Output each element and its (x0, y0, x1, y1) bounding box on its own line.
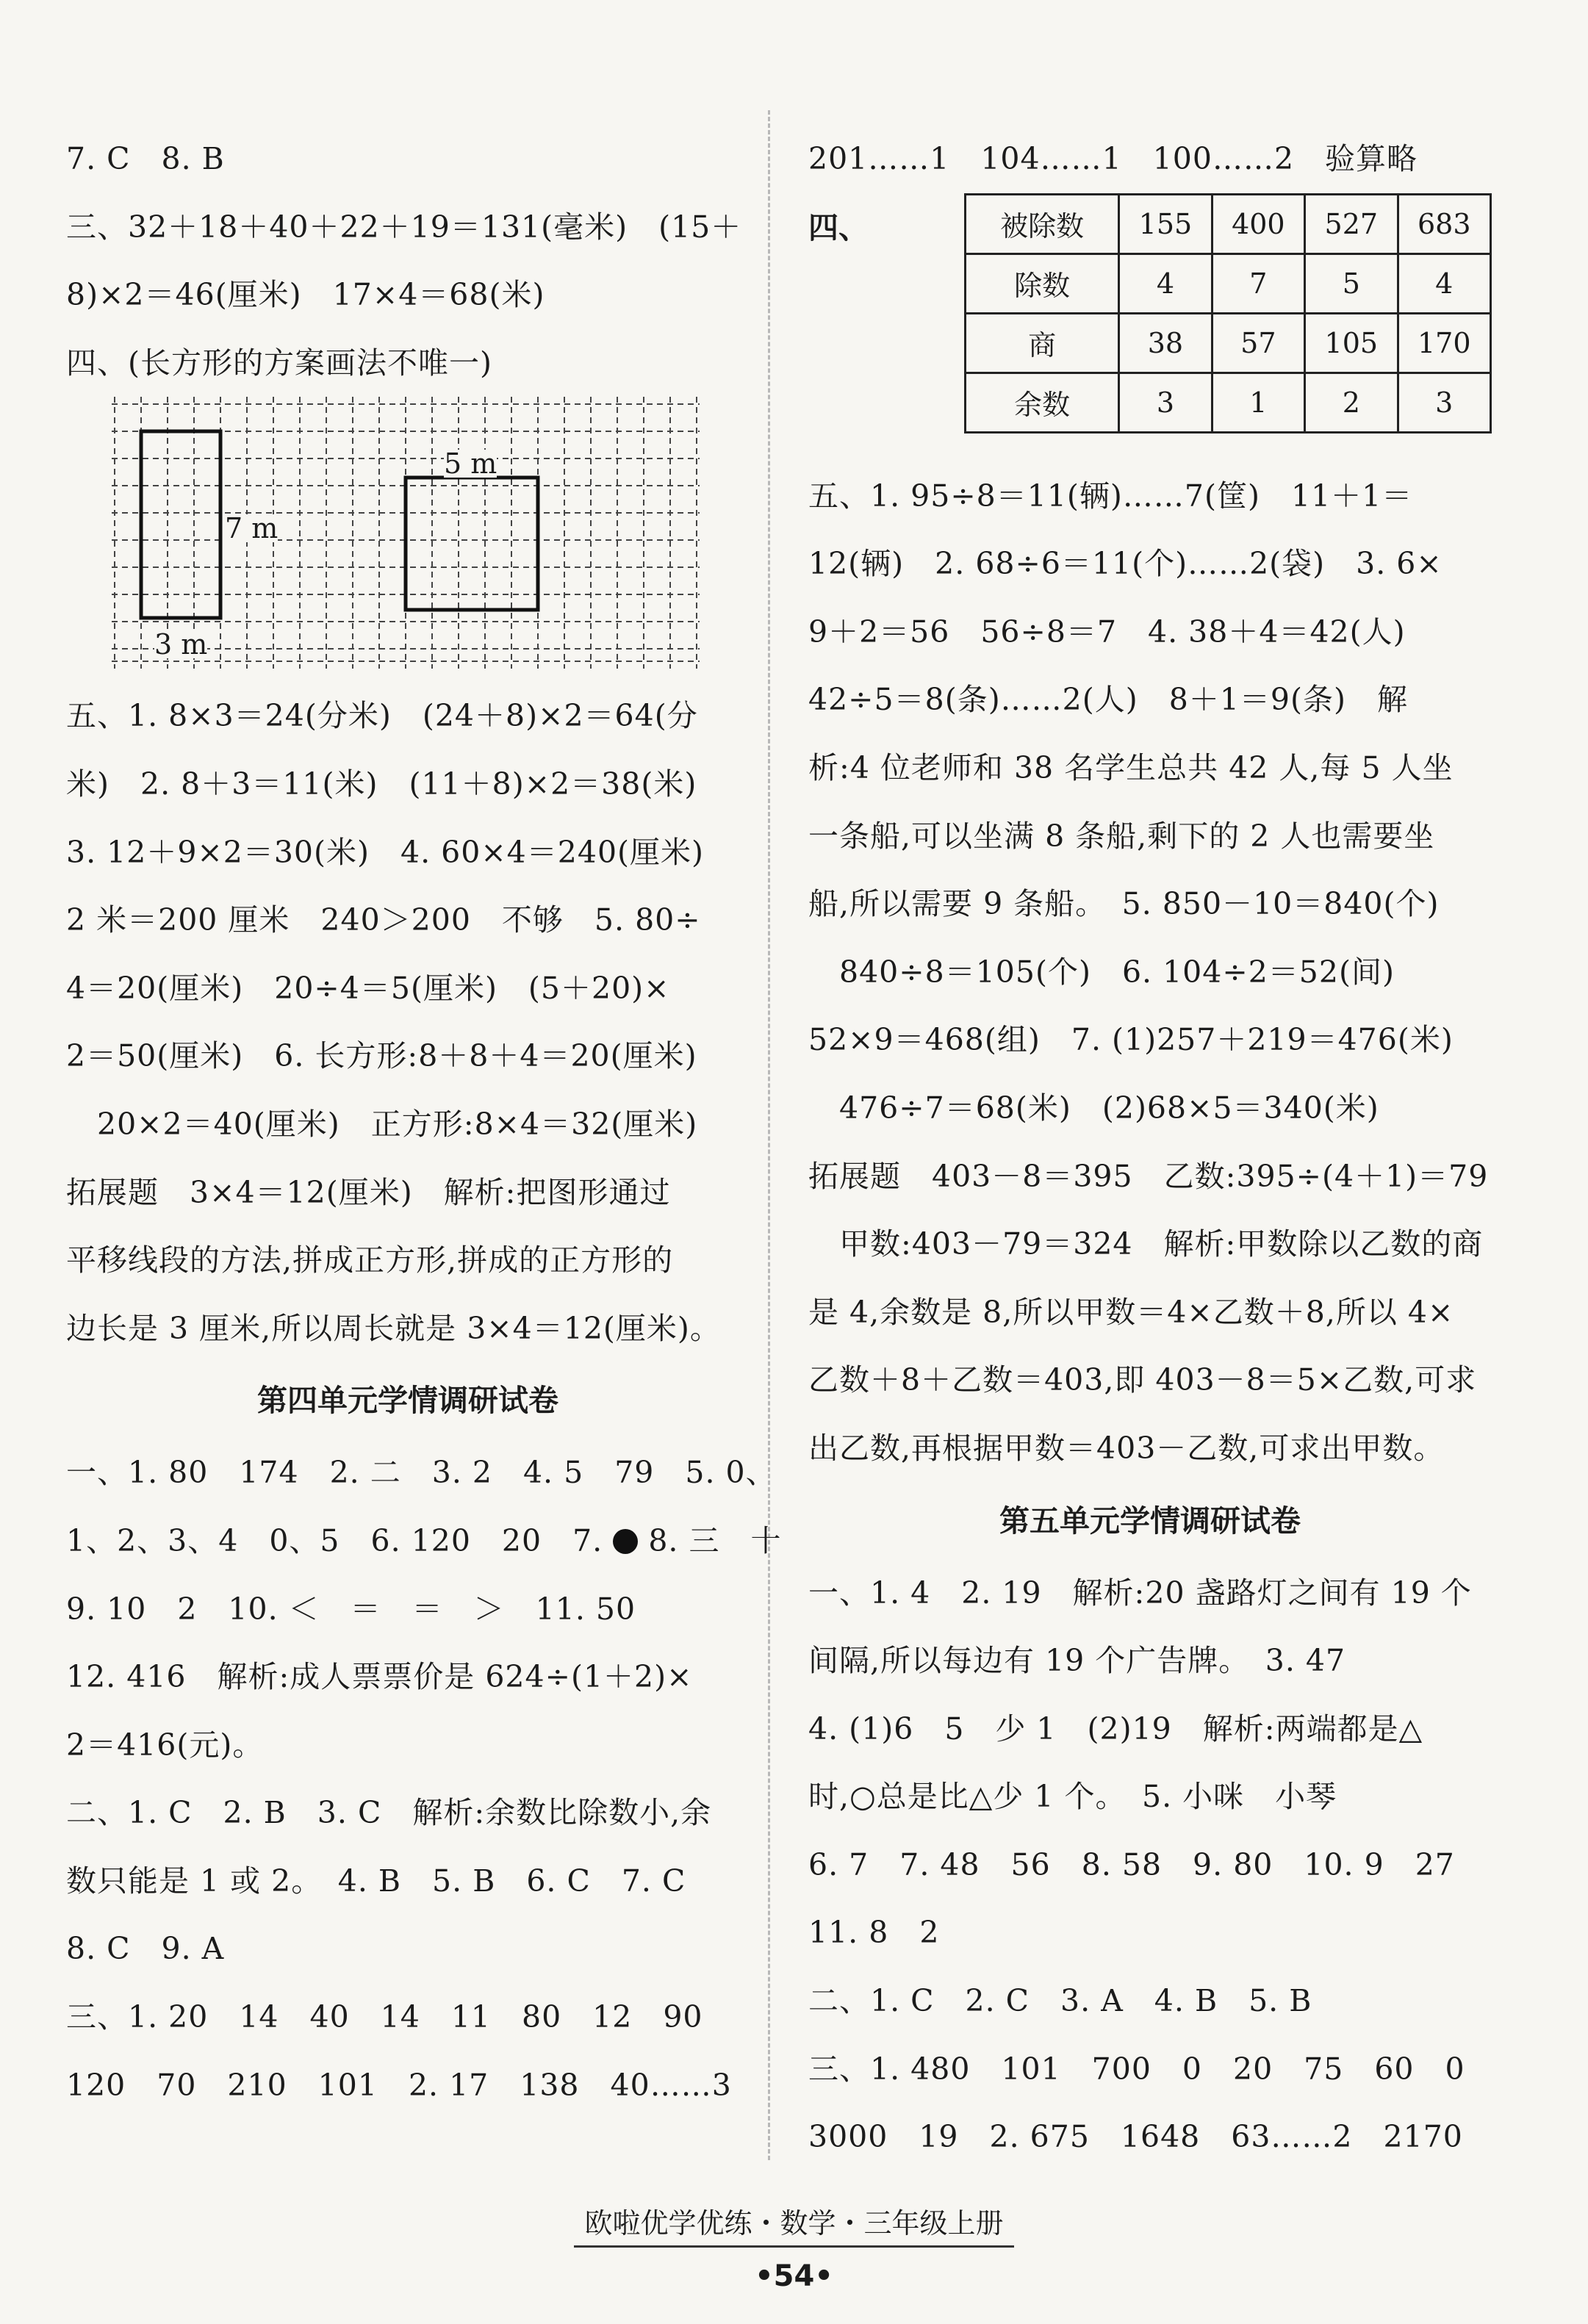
table-cell: 4 (1398, 253, 1491, 313)
answer-line: 4. (1)6 5 少 1 (2)19 解析:两端都是△ (808, 1710, 1423, 1746)
answer-line: 12(辆) 2. 68÷6＝11(个)……2(袋) 3. 6× (808, 546, 1443, 582)
answer-line: 12. 416 解析:成人票票价是 624÷(1＋2)× (66, 1659, 693, 1695)
answer-line: 三、32＋18＋40＋22＋19＝131(毫米) (15＋ (66, 209, 742, 245)
answer-line: 8)×2＝46(厘米) 17×4＝68(米) (66, 277, 545, 313)
table-cell: 商 (966, 313, 1119, 373)
table-cell: 3 (1398, 373, 1491, 432)
section-title: 第五单元学情调研试卷 (999, 1503, 1301, 1539)
answer-line: 四、(长方形的方案画法不唯一) (66, 345, 492, 381)
answer-line: 米) 2. 8＋3＝11(米) (11＋8)×2＝38(米) (66, 766, 697, 802)
table-row (966, 313, 1491, 373)
black-circle-icon (613, 1529, 638, 1554)
answer-line: 一、1. 4 2. 19 解析:20 盏路灯之间有 19 个 (808, 1575, 1472, 1611)
answer-line: 二、1. C 2. C 3. A 4. B 5. B (808, 1983, 1312, 2019)
answer-line: 乙数＋8＋乙数＝403,即 403－8＝5×乙数,可求 (808, 1362, 1477, 1398)
answer-line: 出乙数,再根据甲数＝403－乙数,可求出甲数。 (808, 1430, 1445, 1466)
table-cell: 400 (1212, 194, 1304, 253)
answer-text: 1、2、3、4 0、5 6. 120 20 7. (66, 1522, 603, 1558)
answer-line: 拓展题 403－8＝395 乙数:395÷(4＋1)＝79 (808, 1158, 1489, 1194)
right-column (808, 125, 1492, 2171)
answer-line: 2 米＝200 厘米 240＞200 不够 5. 80÷ (66, 902, 701, 938)
book-title: 欧啦优学优练・数学・三年级上册 (574, 2201, 1013, 2248)
table-label: 四、 (808, 209, 869, 245)
answer-line: 平移线段的方法,拼成正方形,拼成的正方形的 (66, 1242, 674, 1278)
table-cell: 7 (1212, 253, 1304, 313)
answer-line: 五、1. 8×3＝24(分米) (24＋8)×2＝64(分 (66, 698, 698, 734)
answer-line: 二、1. C 2. B 3. C 解析:余数比除数小,余 (66, 1795, 712, 1831)
answer-text: 8. 三 十 (648, 1522, 782, 1558)
table-cell: 1 (1212, 373, 1304, 432)
answer-line: 数只能是 1 或 2。 4. B 5. B 6. C 7. C (66, 1863, 686, 1899)
answer-line: 20×2＝40(厘米) 正方形:8×4＝32(厘米) (66, 1106, 698, 1142)
answer-line: 3000 19 2. 675 1648 63……2 2170 (808, 2119, 1463, 2155)
answer-line: 间隔,所以每边有 19 个广告牌。 3. 47 (808, 1643, 1346, 1679)
answer-line: 9. 10 2 10. ＜ ＝ ＝ ＞ 11. 50 (66, 1591, 636, 1627)
answer-line: 三、1. 480 101 700 0 20 75 60 0 (808, 2051, 1465, 2087)
answer-line: 2＝416(元)。 (66, 1727, 264, 1763)
table-cell: 5 (1305, 253, 1398, 313)
answer-line (66, 1507, 782, 1575)
grid-figure (112, 397, 700, 669)
answer-line: 52×9＝468(组) 7. (1)257＋219＝476(米) (808, 1022, 1454, 1058)
left-column (66, 125, 782, 2119)
square-shape (406, 478, 538, 610)
answer-line: 时,○总是比△少 1 个。 5. 小咪 小琴 (808, 1779, 1337, 1815)
table-cell: 683 (1398, 194, 1491, 253)
answer-line: 一条船,可以坐满 8 条船,剩下的 2 人也需要坐 (808, 818, 1435, 854)
table-cell: 除数 (966, 253, 1119, 313)
table-cell: 4 (1119, 253, 1212, 313)
answer-line: 3. 12＋9×2＝30(米) 4. 60×4＝240(厘米) (66, 834, 705, 870)
answer-line: 甲数:403－79＝324 解析:甲数除以乙数的商 (808, 1226, 1484, 1262)
answer-line: 9＋2＝56 56÷8＝7 4. 38＋4＝42(人) (808, 614, 1406, 650)
answer-line: 是 4,余数是 8,所以甲数＝4×乙数＋8,所以 4× (808, 1294, 1454, 1330)
table-cell: 38 (1119, 313, 1212, 373)
table-row (966, 253, 1491, 313)
page-footer (0, 2201, 1588, 2248)
answer-line: 6. 7 7. 48 56 8. 58 9. 80 10. 9 27 (808, 1846, 1455, 1882)
grid-label-5m: 5 m (444, 447, 497, 481)
answer-line: 8. C 9. A (66, 1931, 225, 1967)
answer-line: 2＝50(厘米) 6. 长方形:8＋8＋4＝20(厘米) (66, 1038, 697, 1074)
answer-line: 边长是 3 厘米,所以周长就是 3×4＝12(厘米)。 (66, 1310, 721, 1346)
table-row (966, 194, 1491, 253)
page-number: •54• (755, 2259, 833, 2293)
answer-line: 11. 8 2 (808, 1915, 940, 1951)
answer-line: 201……1 104……1 100……2 验算略 (808, 141, 1418, 176)
table-cell: 527 (1305, 194, 1398, 253)
division-table-block (808, 193, 1492, 462)
answer-line: 船,所以需要 9 条船。 5. 850－10＝840(个) (808, 886, 1440, 922)
table-cell: 155 (1119, 194, 1212, 253)
table-row (966, 373, 1491, 432)
grid-label-3m: 3 m (154, 628, 208, 661)
table-cell: 余数 (966, 373, 1119, 432)
table-cell: 57 (1212, 313, 1304, 373)
table-cell: 170 (1398, 313, 1491, 373)
grid-label-7m: 7 m (225, 512, 279, 545)
rectangle-shape (141, 431, 220, 618)
section-title: 第四单元学情调研试卷 (257, 1383, 558, 1419)
table-cell: 105 (1305, 313, 1398, 373)
answer-line: 476÷7＝68(米) (2)68×5＝340(米) (808, 1090, 1379, 1126)
table-cell: 被除数 (966, 194, 1119, 253)
answer-line: 拓展题 3×4＝12(厘米) 解析:把图形通过 (66, 1174, 671, 1210)
division-table (964, 193, 1492, 433)
answer-line: 五、1. 95÷8＝11(辆)……7(筐) 11＋1＝ (808, 478, 1413, 514)
answer-line: 840÷8＝105(个) 6. 104÷2＝52(间) (808, 954, 1395, 990)
answer-line: 42÷5＝8(条)……2(人) 8＋1＝9(条) 解 (808, 682, 1409, 718)
answer-line: 7. C 8. B (66, 141, 225, 176)
answer-line: 120 70 210 101 2. 17 138 40……3 (66, 2067, 732, 2103)
column-divider (768, 110, 770, 2160)
table-cell: 3 (1119, 373, 1212, 432)
answer-line: 三、1. 20 14 40 14 11 80 12 90 (66, 1999, 703, 2035)
answer-line: 析:4 位老师和 38 名学生总共 42 人,每 5 人坐 (808, 749, 1454, 785)
table-cell: 2 (1305, 373, 1398, 432)
answer-line: 一、1. 80 174 2. 二 3. 2 4. 5 79 5. 0、 (66, 1455, 777, 1491)
answer-line: 4＝20(厘米) 20÷4＝5(厘米) (5＋20)× (66, 970, 670, 1006)
